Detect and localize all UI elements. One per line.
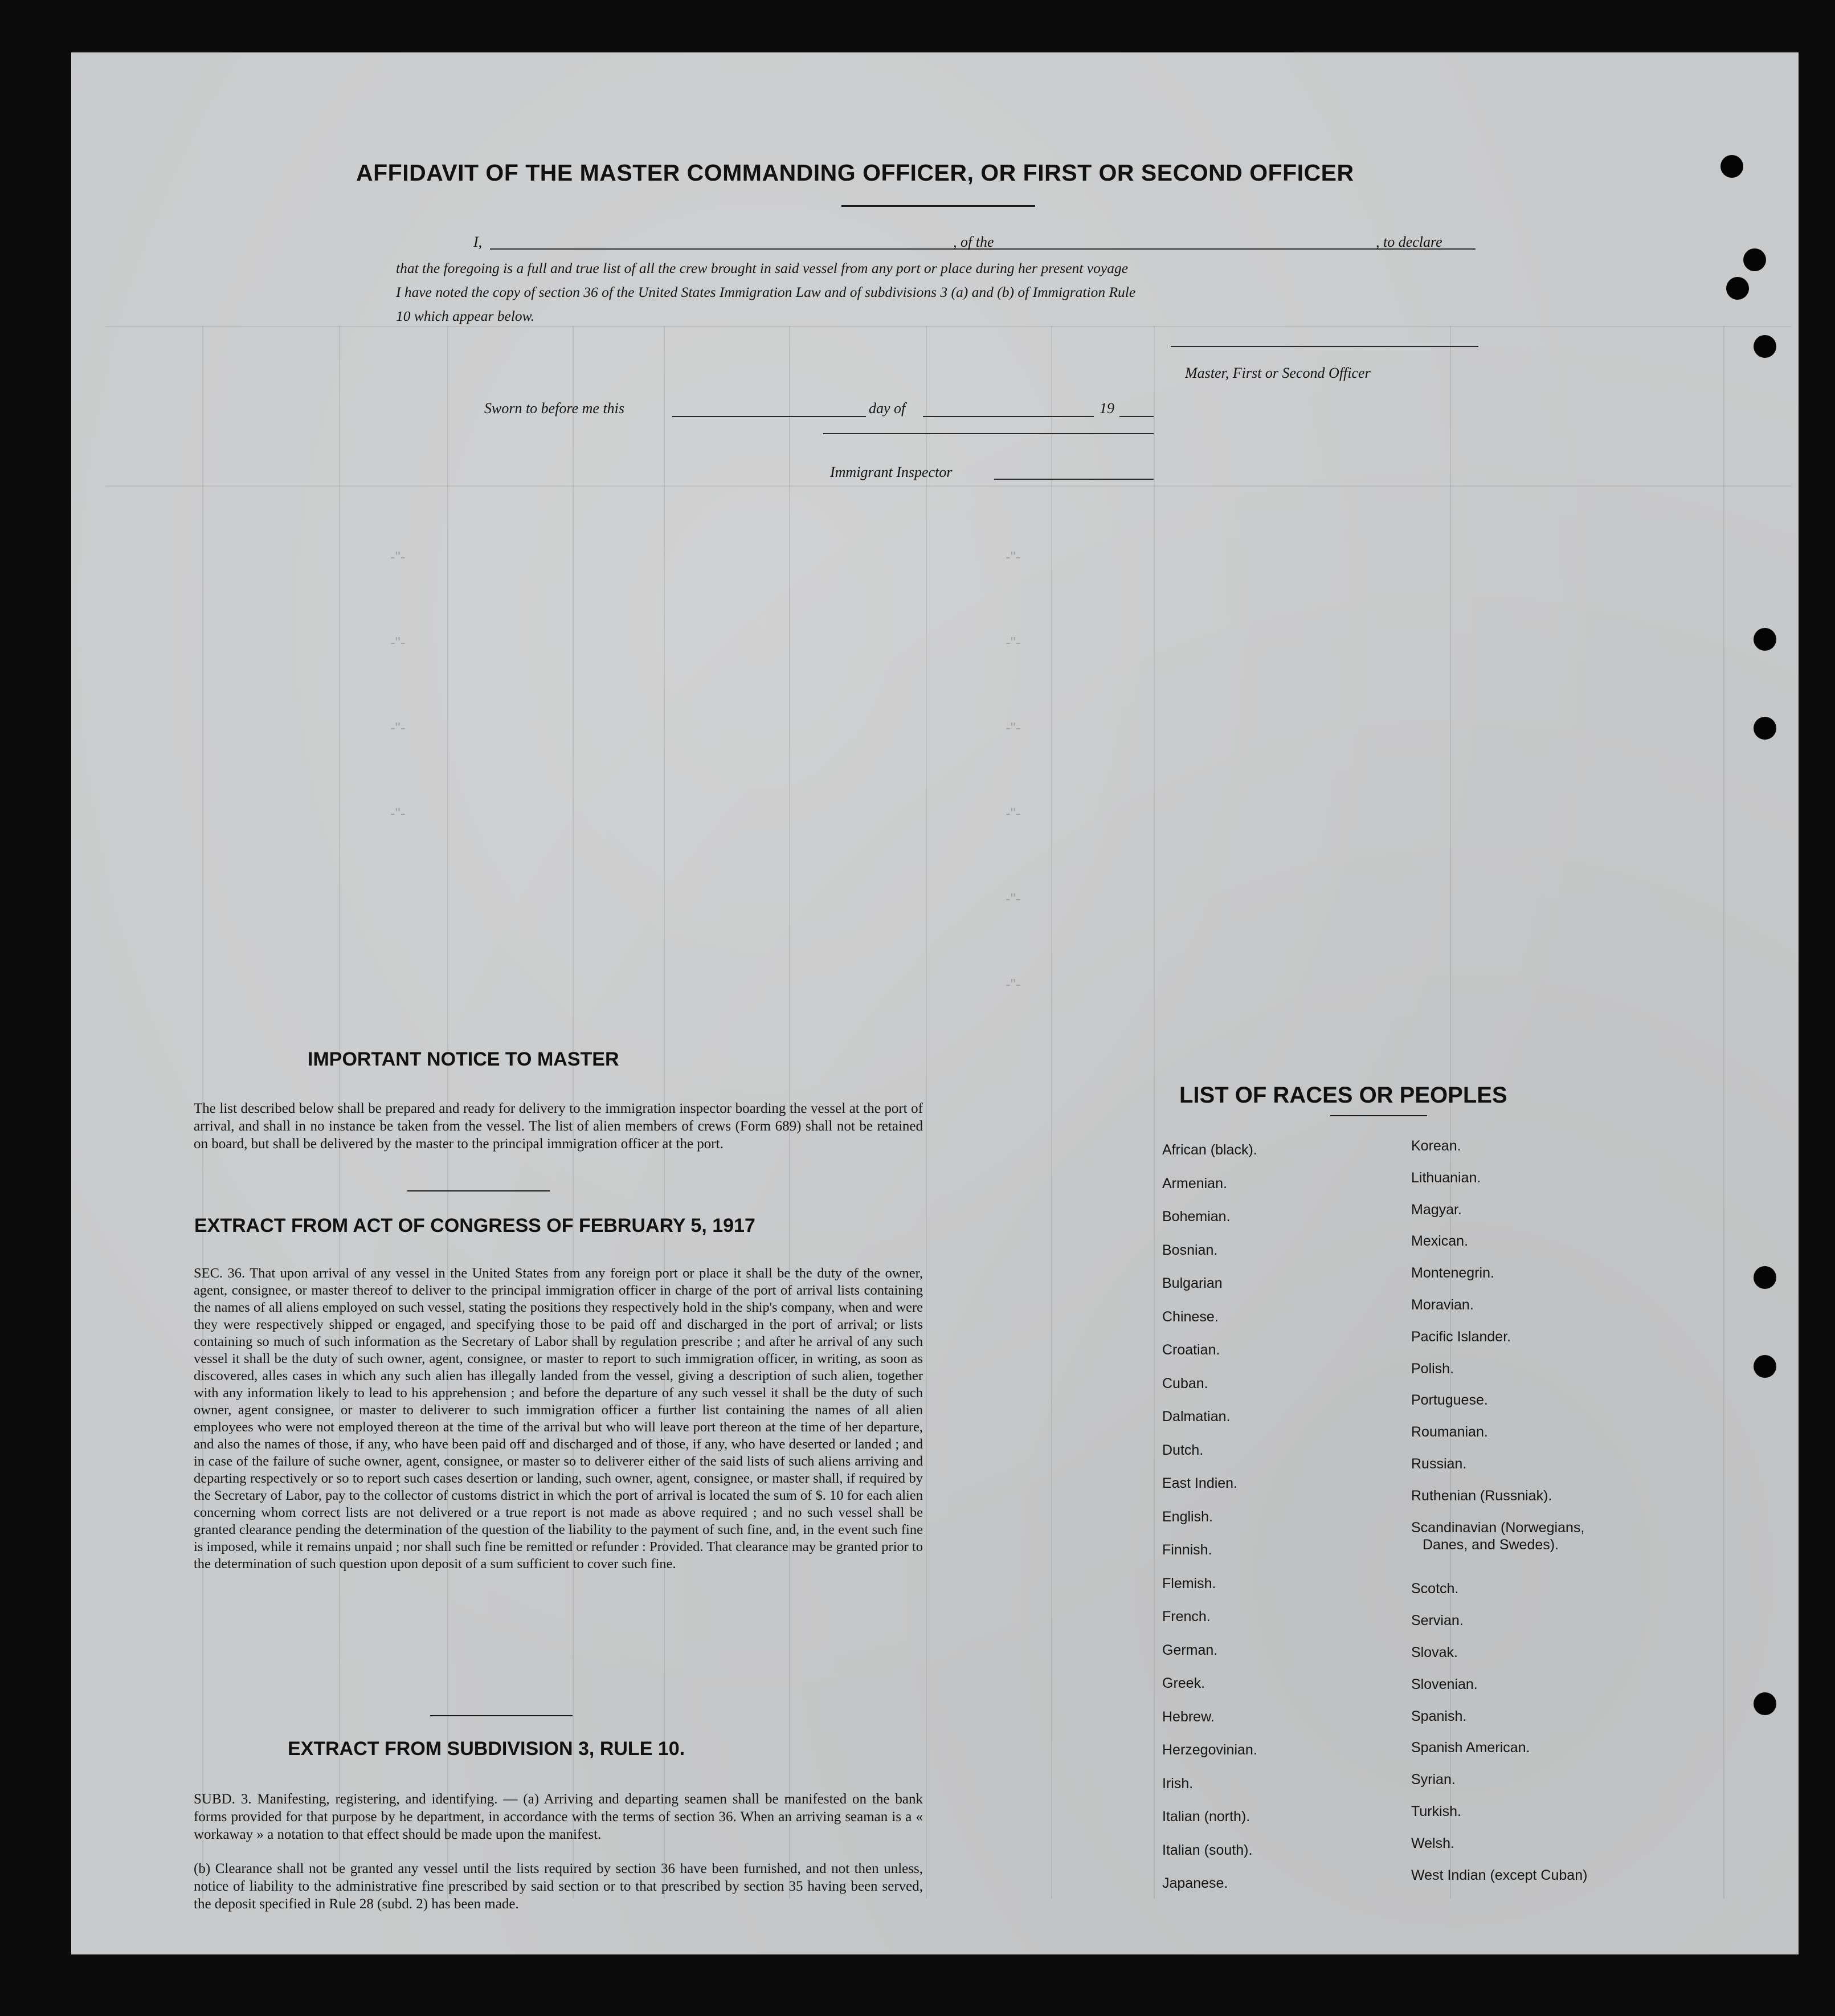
affidavit-to-declare-label: , to declare [1376,234,1442,250]
race-item: Dutch. [1162,1442,1204,1458]
affidavit-title: AFFIDAVIT OF THE MASTER COMMANDING OFFICER, OR FIRST OR SECOND OFFICER [356,160,1354,186]
sworn-year-blank[interactable] [1119,416,1154,417]
divider [407,1190,550,1191]
title-underline [841,205,1035,207]
race-item: Hebrew. [1162,1708,1215,1725]
race-item: Syrian. [1411,1772,1456,1788]
races-title: LIST OF RACES OR PEOPLES [1179,1083,1507,1108]
punch-hole [1726,277,1749,300]
race-item: West Indian (except Cuban) [1411,1867,1588,1883]
inspector-name-blank[interactable] [994,479,1154,480]
race-item: Chinese. [1162,1308,1219,1325]
name-blank[interactable] [490,248,1023,250]
punch-hole [1743,248,1766,271]
race-item: Italian (north). [1162,1809,1250,1825]
punch-hole [1754,1266,1776,1289]
race-item: Dalmatian. [1162,1409,1231,1425]
ghost-mark: -"- [390,719,406,736]
race-item: Korean. [1411,1138,1461,1154]
punch-hole [1720,155,1743,178]
race-item: Slovenian. [1411,1676,1478,1692]
race-item: German. [1162,1642,1218,1658]
race-item: Bosnian. [1162,1242,1218,1258]
race-item: Danes, and Swedes). [1423,1536,1559,1553]
punch-hole [1754,628,1776,651]
punch-hole [1754,1692,1776,1715]
race-item: African (black). [1162,1142,1257,1158]
ghost-rule [105,326,1792,327]
notice-text: The list described below shall be prepared and ready for delivery to the immigration inspector boarding the vessel at the port of arrival, and shall in no instance be taken from the vessel. The list of alien members of crews (Form 689) shall not be retained on board, but shall be delivered by the master to the principal immigration officer at the port. [194,1101,923,1152]
race-item: Moravian. [1411,1297,1474,1313]
race-item: Flemish. [1162,1575,1216,1591]
day-of-label: day of [869,400,906,417]
act-title: EXTRACT FROM ACT OF CONGRESS OF FEBRUARY 5, 1917 [194,1215,755,1236]
sworn-label: Sworn to before me this [484,400,625,417]
race-item: Armenian. [1162,1175,1227,1191]
ghost-mark: -"- [390,634,406,651]
race-item: Greek. [1162,1675,1205,1691]
ghost-mark: -"- [1006,805,1021,822]
rule-para-b: (b) Clearance shall not be granted any vessel until the lists required by section 36 have been furnished, and not then unless, notice of liability to the administrative fine prescribed by said section or to that prescribed by section 35 having been served, the deposit specified in Rule 28 (subd. 2) has been made. [194,1861,923,1912]
race-item: Slovak. [1411,1644,1458,1660]
race-item: Bohemian. [1162,1209,1231,1225]
affidavit-of-the-label: , of the [953,234,994,250]
race-item: Montenegrin. [1411,1265,1494,1282]
affidavit-i-label: I, [473,234,483,250]
race-item: Italian (south). [1162,1842,1253,1858]
race-item: Portuguese. [1411,1392,1488,1409]
punch-hole [1754,335,1776,358]
race-item: Polish. [1411,1360,1454,1377]
document-page [71,52,1799,1954]
race-item: Bulgarian [1162,1275,1223,1291]
race-item: French. [1162,1609,1211,1625]
ghost-rule [1051,326,1052,1899]
race-item: Finnish. [1162,1542,1212,1558]
race-item: Lithuanian. [1411,1169,1481,1186]
ghost-mark: -"- [1006,890,1021,907]
race-item: Servian. [1411,1613,1464,1629]
rule-title: EXTRACT FROM SUBDIVISION 3, RULE 10. [288,1738,685,1760]
punch-hole [1754,717,1776,740]
race-item: Ruthenian (Russniak). [1411,1487,1552,1504]
ghost-mark: -"- [1006,976,1021,993]
race-item: Russian. [1411,1456,1467,1472]
ghost-mark: -"- [390,805,406,822]
act-text: SEC. 36. That upon arrival of any vessel in the United States from any foreign port or place it shall be the duty of the owner, agent, consignee, or master thereof to deliver to the principal immigration officer in charge of the port of arrival lists containing the names of all aliens employed on such vessel, stating the positions they respectively hold in the ship's company, when and were they were respectively shipped or engaged, and specifying those to be paid off and discharged in the port of arrival; or lists containing so much of such information as the Secretary of Labor shall by regulation prescribe ; and after he arrival of any such vessel it shall be the duty of such owner, agent, consignee, or master to report to such immigration officer, in writing, as soon as discovered, alles cases in which any such alien has illegally landed from the vessel, giving a description of such alien, together with any information likely to lead to his apprehension ; and before the departure of any such vessel it shall be the duty of such owner, agent consignee, or master to deliverer to such immigration officer a further list containing the names of all alien employees who were not employed thereon at the time of the arrival but who will leave port thereon at the time of her departure, and also the names of those, if any, who have been paid off and discharged and of those, if any, who have deserted or landed ; and in case of the failure of suche owner, agent, consignee, or master so to deliverer either of the said lists of such aliens arriving and departing respectively or so to report such cases desertion or landing, such owner, agent, consignee, or master shall, if required by the Secretary of Labor, pay to the collector of customs district in which the port of arrival is located the sum of $. 10 for each alien concerning whom correct lists are not delivered or a true report is not made as above required ; and no such vessel shall be granted clearance pending the determination of the question of the liability to the payment of such fine, and, in the event such fine is imposed, while it remains unpaid ; nor shall such fine be remitted or refunder : Provided. That clearance may be granted prior to the determination of such question upon deposit of a sum sufficient to cover such fine. [194,1266,923,1572]
ghost-mark: -"- [390,548,406,565]
race-item: Pacific Islander. [1411,1328,1511,1345]
master-label: Master, First or Second Officer [1185,365,1371,381]
rule-para-a: SUBD. 3. Manifesting, registering, and identifying. — (a) Arriving and departing seamen shall be manifested on the bank forms provided for that purpose by he department, in accordance with the terms of section 36. When an arriving seaman is a « workaway » a notation to that effect should be made upon the manifest. [194,1791,923,1842]
race-item: Welsh. [1411,1835,1454,1851]
race-item: Mexican. [1411,1233,1469,1250]
race-item: Herzegovinian. [1162,1742,1257,1758]
notice-title: IMPORTANT NOTICE TO MASTER [308,1048,619,1070]
race-item: East Indien. [1162,1475,1238,1491]
race-item: Scotch. [1411,1581,1459,1597]
inspector-signature-blank[interactable] [823,433,1154,434]
races-underline [1330,1115,1427,1116]
ghost-rule [926,326,927,1899]
race-item: Croatian. [1162,1342,1220,1358]
year-label: 19 [1100,400,1114,417]
race-item: Cuban. [1162,1375,1208,1391]
sworn-month-blank[interactable] [923,416,1094,417]
race-item: Irish. [1162,1775,1194,1791]
race-item: Magyar. [1411,1201,1462,1218]
punch-hole [1754,1355,1776,1378]
ghost-mark: -"- [1006,634,1021,651]
signature-blank[interactable] [1171,346,1478,347]
affidavit-line-3: I have noted the copy of section 36 of the United States Immigration Law and of subdivisions 3 (a) and (b) of Immigration Rule [396,284,1136,300]
divider [430,1715,573,1716]
ghost-rule [1450,326,1451,1899]
ghost-rule [1154,326,1155,1899]
affidavit-line-2: that the foregoing is a full and true list of all the crew brought in said vessel from any port or place during her present voyage [396,260,1129,276]
ghost-rule [105,485,1792,487]
ghost-mark: -"- [1006,548,1021,565]
race-item: Roumanian. [1411,1424,1488,1440]
race-item: Turkish. [1411,1803,1461,1819]
ghost-rule [1723,326,1724,1899]
race-item: Japanese. [1162,1875,1228,1891]
sworn-day-blank[interactable] [672,416,866,417]
race-item: English. [1162,1508,1213,1525]
race-item: Scandinavian (Norwegians, [1411,1519,1585,1536]
inspector-label: Immigrant Inspector [830,464,953,480]
affidavit-line-4: 10 which appear below. [396,308,535,324]
ghost-mark: -"- [1006,719,1021,736]
race-item: Spanish American. [1411,1740,1530,1756]
race-item: Spanish. [1411,1708,1467,1724]
